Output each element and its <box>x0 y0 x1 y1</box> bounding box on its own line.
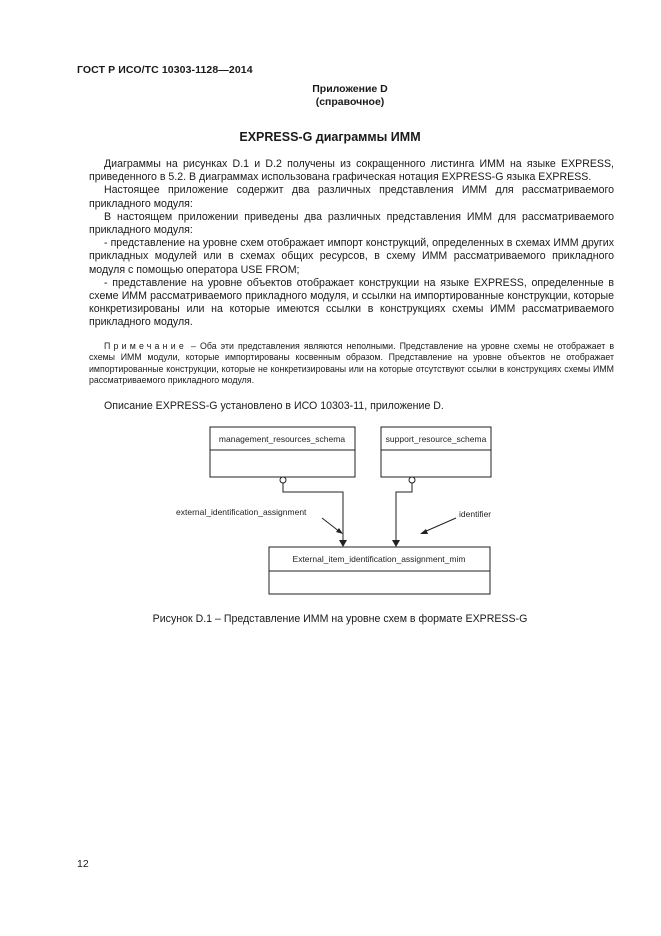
label-left-text: external_identification_assignment <box>176 507 307 517</box>
note-text: Оба эти представления являются неполными. Представление на уровне схемы не отображает в схемы ИММ модули, которые импортированы косвенным образом. Представление на уровне объектов не отображает импортированные конструкции, которые не конкретизированы или на которые отсутствуют ссылки в конструкциях схемы ИММ рассматриваемого прикладного модуля. <box>89 341 615 386</box>
paragraph: - представление на уровне объектов отображает конструкции на языке EXPRESS, определенные в схеме ИММ рассматриваемого прикладного модуля, и ссылки на импортированные конструкции, которые конкретизированы или на которые имеются ссылки в конструкциях схемы ИММ рассматриваемого прикладного модуля. <box>89 276 614 329</box>
express-g-diagram <box>160 420 520 605</box>
label-right-text: identifier <box>459 509 492 519</box>
standard-code: ГОСТ Р ИСО/ТС 10303-1128—2014 <box>77 64 253 76</box>
paragraph: - представление на уровне схем отображает импорт конструкций, определенных в схемах ИММ других прикладных модулей или в схемах общих ресурсов, в схему ИММ рассматриваемого прикладного модуля с помощью оператора USE FROM; <box>89 237 614 276</box>
note-label: Примечание <box>104 341 187 351</box>
annex-heading <box>190 83 510 109</box>
figure-caption: Рисунок D.1 – Представление ИММ на уровне схем в формате EXPRESS-G <box>152 613 528 625</box>
schema-box-management-resources <box>210 427 355 477</box>
body-text <box>89 158 614 330</box>
schema-right-label: support_resource_schema <box>385 434 487 444</box>
diagram-svg <box>160 420 520 605</box>
reference-label-left <box>176 507 343 534</box>
description-line: Описание EXPRESS-G установлено в ИСО 10303-11, приложение D. <box>104 400 444 412</box>
schema-left-label: management_resources_schema <box>218 434 346 444</box>
reference-label-right <box>420 509 491 534</box>
schema-bottom-label: External_item_identification_assignment_mim <box>292 554 466 564</box>
schema-box-support-resource <box>381 427 491 477</box>
page-number: 12 <box>77 858 89 870</box>
note-block <box>89 341 614 387</box>
use-from-connector-right <box>392 477 415 547</box>
note-dash: – <box>186 341 201 351</box>
paragraph: Настоящее приложение содержит два различных представления ИММ для рассматриваемого прикладного модуля: <box>89 184 614 210</box>
annex-subtitle: (справочное) <box>315 96 385 108</box>
schema-box-mim <box>269 547 490 594</box>
annex-title: Приложение D <box>312 83 388 95</box>
paragraph: Диаграммы на рисунках D.1 и D.2 получены из сокращенного листинга ИММ на языке EXPRESS, приведенного в 5.2. В диаграммах использована графическая нотация EXPRESS-G языка EXPRESS. <box>89 158 614 184</box>
section-title: EXPRESS-G диаграммы ИММ <box>239 130 421 144</box>
paragraph: В настоящем приложении приведены два различных представления ИММ для рассматриваемого прикладного модуля: <box>89 210 614 237</box>
